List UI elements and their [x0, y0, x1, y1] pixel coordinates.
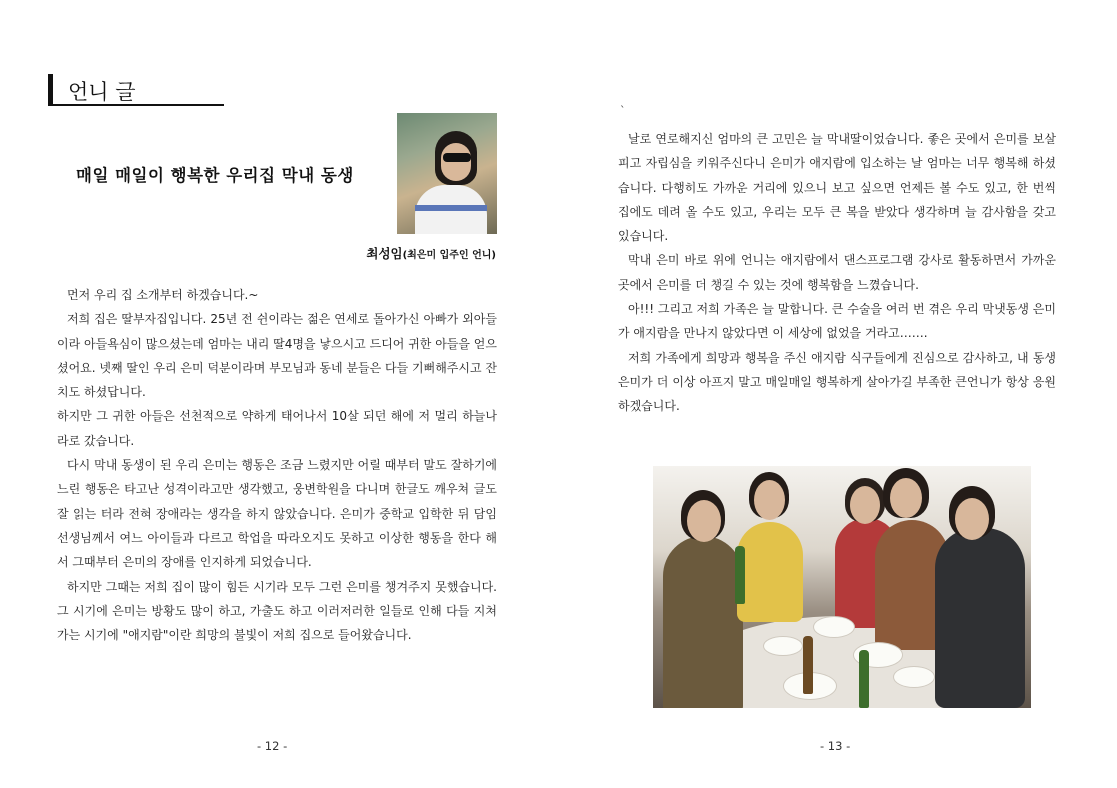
section-header: [48, 74, 224, 106]
family-group-photo: [653, 466, 1031, 708]
paragraph: 다시 막내 동생이 된 우리 은미는 행동은 조금 느렸지만 어릴 때부터 말도 잘하기에 느린 행동은 타고난 성격이라고만 생각했고, 웅변학원을 다니며 한글도 깨우쳐 글도 잘 읽는 터라 전혀 장애라는 생각을 하지 않았습니다. 은미가 중학교 입학한 뒤 담임선생님께서 여느 아이들과 다르고 학업을 따라오지도 못하고 이상한 행동을 한다 해서 그때부터 은미의 장애를 인지하게 되었습니다.: [57, 458, 497, 570]
right-body-text: [618, 127, 1056, 419]
author-name: 최성임: [366, 246, 403, 261]
left-body-text: [57, 283, 497, 647]
paragraph: 아!!! 그리고 저희 가족은 늘 말합니다. 큰 수술을 여러 번 겪은 우리 막냇동생 은미가 애지람을 만나지 않았다면 이 세상에 없었을 거라고…….: [618, 302, 1056, 341]
section-title: 언니 글: [68, 80, 136, 104]
paragraph: 먼저 우리 집 소개부터 하겠습니다.~: [67, 288, 259, 302]
author-note: (최은미 입주인 언니): [402, 250, 496, 261]
paragraph: 저희 집은 딸부자집입니다. 25년 전 쉰이라는 젊은 연세로 돌아가신 아빠가 외아들이라 아들욕심이 많으셨는데 엄마는 내리 딸4명을 낳으시고 드디어 귀한 아들을 얻으셨어요. 넷째 딸인 우리 은미 덕분이라며 부모님과 동네 분들은 다들 기뻐해주시고 잔치도 하셨답니다.: [57, 312, 497, 400]
stray-mark: `: [620, 104, 626, 117]
paragraph: 하지만 그때는 저희 집이 많이 힘든 시기라 모두 그런 은미를 챙겨주지 못했습니다. 그 시기에 은미는 방황도 많이 하고, 가출도 하고 이러저러한 일들로 인해 다들 지쳐가는 시기에 "애지람"이란 희망의 불빛이 저희 집으로 들어왔습니다.: [57, 579, 497, 643]
paragraph: 날로 연로해지신 엄마의 큰 고민은 늘 막내딸이었습니다. 좋은 곳에서 은미를 보살피고 자립심을 키워주신다니 은미가 애지람에 입소하는 날 엄마는 너무 행복해 하셨습니다. 다행히도 가까운 거리에 있으니 보고 싶으면 언제든 볼 수도 있고, 한 번씩 집에도 데려 올 수도 있고, 우리는 모두 큰 복을 받았다 생각하며 늘 감사함을 갖고 있습니다.: [618, 132, 1056, 244]
article-headline: 매일 매일이 행복한 우리집 막내 동생: [76, 166, 354, 185]
right-page: [558, 0, 1117, 788]
section-marker-bar: [48, 74, 53, 104]
paragraph: 저희 가족에게 희망과 행복을 주신 애지람 식구들에게 진심으로 감사하고, 내 동생 은미가 더 이상 아프지 말고 매일매일 행복하게 살아가길 부족한 큰언니가 항상 응원하겠습니다.: [618, 350, 1056, 414]
paragraph: 하지만 그 귀한 아들은 선천적으로 약하게 태어나서 10살 되던 해에 저 멀리 하늘나라로 갔습니다.: [57, 409, 497, 448]
page-number: - 13 -: [820, 739, 851, 753]
paragraph: 막내 은미 바로 위에 언니는 애지람에서 댄스프로그램 강사로 활동하면서 가까운 곳에서 은미를 더 챙길 수 있는 것에 행복함을 느꼈습니다.: [618, 253, 1056, 292]
left-page: [0, 0, 558, 788]
author-byline: [366, 244, 496, 262]
author-portrait-photo: [397, 113, 497, 234]
page-number: - 12 -: [257, 739, 288, 753]
